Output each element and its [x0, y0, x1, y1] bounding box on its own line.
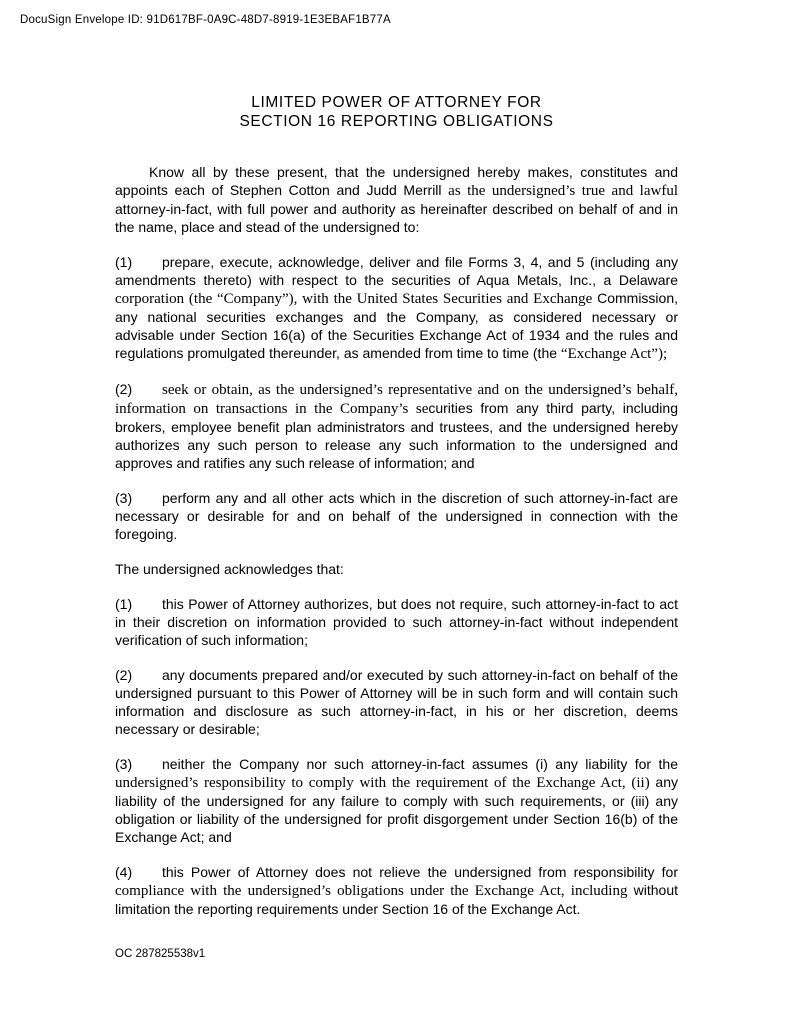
item-number: (3) [115, 756, 133, 772]
title-line-1: LIMITED POWER OF ATTORNEY FOR [251, 94, 542, 111]
item-text: perform any and all other acts which in the discretion of such attorney-in-fact are necessary or desirable for and on behalf of the undersigned in connection with the foregoing. [115, 490, 678, 542]
power-item-3 [115, 489, 678, 543]
document-body [115, 0, 678, 918]
intro-paragraph: Know all by these present, that the undersigned hereby makes, constitutes and appoints each of Stephen Cotton and Judd Merrill as the undersigned’s true and lawful attorney-in-fact, with full power and authority as hereinafter described on behalf of and in the name, place and stead of the undersigned to: [115, 164, 678, 235]
item-number: (2) [115, 381, 133, 397]
document-control-number: OC 287825538v1 [115, 948, 206, 960]
item-text: this Power of Attorney does not relieve the undersigned from responsibility for compliance with the undersigned’s obligations under the Exchange Act, including without limitation the reporting requirements under Section 16 of the Exchange Act. [115, 864, 678, 917]
item-number: (1) [115, 254, 133, 270]
item-number: (2) [115, 667, 133, 683]
acknowledgement-item-2 [115, 666, 678, 738]
acknowledgement-lead: The undersigned acknowledges that: [115, 561, 344, 577]
item-text: this Power of Attorney authorizes, but does not require, such attorney-in-fact to act in their discretion on information provided to such attorney-in-fact without independent verification of such information; [115, 596, 678, 648]
acknowledgement-item-1 [115, 595, 678, 649]
item-text: any documents prepared and/or executed by such attorney-in-fact on behalf of the undersigned pursuant to this Power of Attorney will be in such form and will contain such information and disclosure as such attorney-in-fact, in his or her discretion, deems necessary or desirable; [115, 667, 678, 737]
item-text: seek or obtain, as the undersigned’s representative and on the undersigned’s behalf, information on transactions in the Company’s securities from any third party, including brokers, employee benefit plan administrators and trustees, and the undersigned hereby authorizes any such person to release any such information to the undersigned and approves and ratifies any such release of information; and [115, 382, 678, 471]
item-number: (4) [115, 864, 133, 880]
item-number: (1) [115, 596, 133, 612]
power-item-2 [115, 380, 678, 472]
item-text: prepare, execute, acknowledge, deliver and file Forms 3, 4, and 5 (including any amendments thereto) with respect to the securities of Aqua Metals, Inc., a Delaware corporation (the “Company”), with the United States Securities and Exchange Commission, any national securities exchanges and the Company, as considered necessary or advisable under Section 16(a) of the Securities Exchange Act of 1934 and the rules and regulations promulgated thereunder, as amended from time to time (the “Exchange Act”); [115, 254, 678, 362]
docusign-envelope-id: DocuSign Envelope ID: 91D617BF-0A9C-48D7-8919-1E3EBAF1B77A [20, 14, 391, 26]
acknowledgement-item-3 [115, 755, 678, 846]
power-item-1 [115, 253, 678, 363]
document-title [115, 93, 678, 131]
item-number: (3) [115, 490, 133, 506]
title-line-2: SECTION 16 REPORTING OBLIGATIONS [239, 113, 554, 130]
acknowledgement-item-4 [115, 863, 678, 918]
item-text: neither the Company nor such attorney-in-fact assumes (i) any liability for the undersigned’s responsibility to comply with the requirement of the Exchange Act, (ii) any liability of the undersigned for any failure to comply with such requirements, or (iii) any obligation or liability of the undersigned for profit disgorgement under Section 16(b) of the Exchange Act; and [115, 756, 678, 845]
